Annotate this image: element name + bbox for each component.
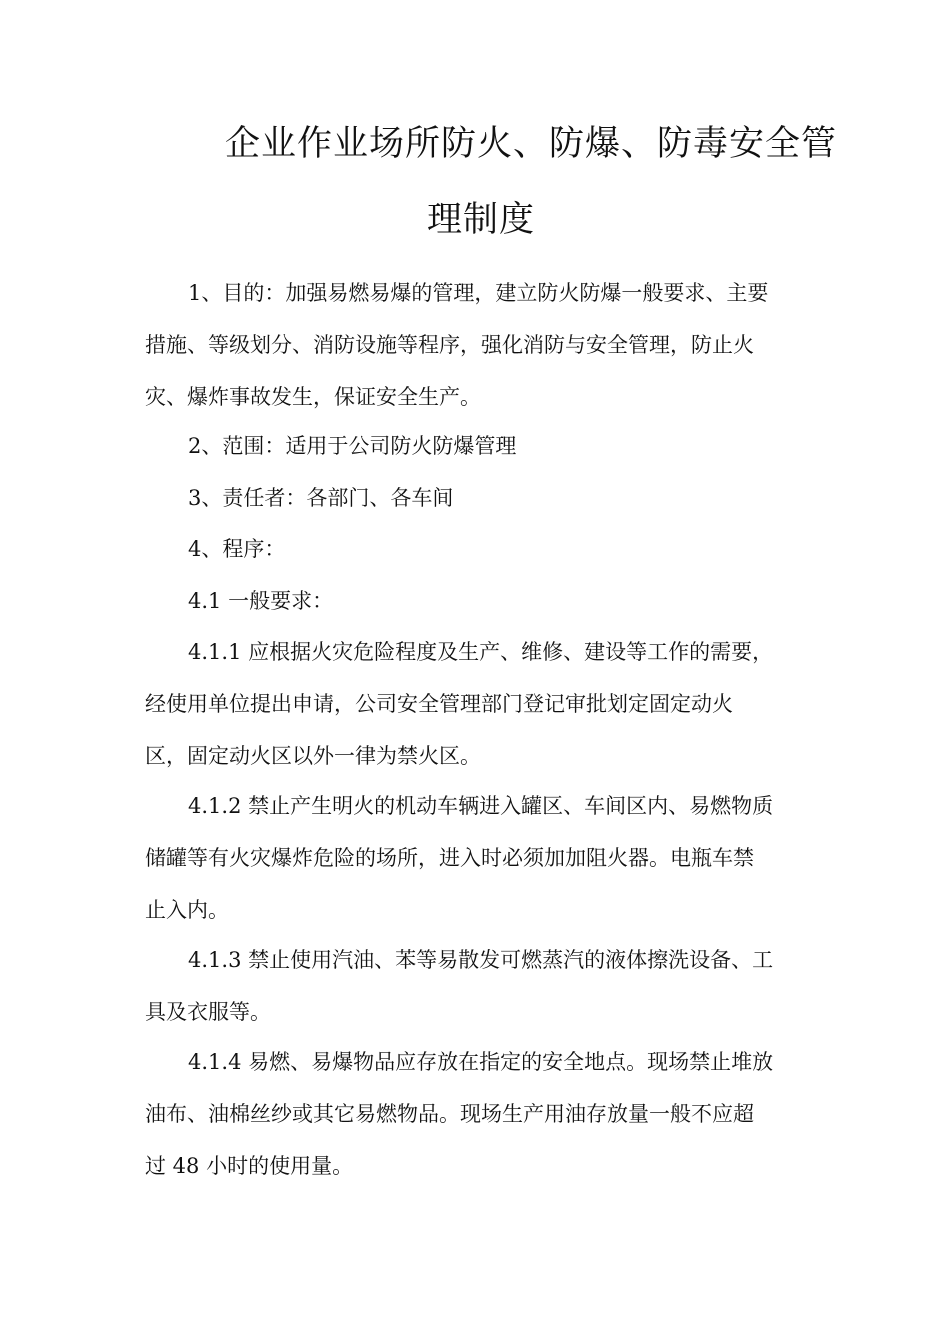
paragraph-line: 4、程序： [188,537,286,561]
paragraph-line: 1、目的：加强易燃易爆的管理，建立防火防爆一般要求、主要 [188,281,769,305]
paragraph-line: 止入内。 [145,898,229,922]
paragraph-purpose [145,267,805,423]
paragraph-line: 区，固定动火区以外一律为禁火区。 [145,744,481,768]
paragraph-line: 4.1.3 禁止使用汽油、苯等易散发可燃蒸汽的液体擦洗设备、工 [188,948,774,972]
paragraph-line: 4.1.4 易燃、易爆物品应存放在指定的安全地点。现场禁止堆放 [188,1050,774,1074]
paragraph-4-1-2 [145,780,805,936]
document-title-line-1: 企业作业场所防火、防爆、防毒安全管 [225,124,838,164]
document-title-line-2: 理制度 [427,200,536,240]
paragraph-line: 4.1.1 应根据火灾危险程度及生产、维修、建设等工作的需要， [188,640,774,664]
paragraph-line: 2、范围：适用于公司防火防爆管理 [188,434,517,458]
paragraph-line: 油布、油棉丝纱或其它易燃物品。现场生产用油存放量一般不应超 [145,1102,754,1126]
paragraph-line: 过 48 小时的使用量。 [145,1154,354,1178]
paragraph-4-1-1 [145,626,805,782]
paragraph-scope [145,420,805,472]
paragraph-line: 4.1.2 禁止产生明火的机动车辆进入罐区、车间区内、易燃物质 [188,794,774,818]
paragraph-line: 具及衣服等。 [145,1000,271,1024]
paragraph-line: 储罐等有火灾爆炸危险的场所，进入时必须加加阻火器。电瓶车禁 [145,846,754,870]
paragraph-line: 4.1 一般要求： [188,589,334,613]
paragraph-general-requirements [145,575,805,627]
paragraph-procedure [145,523,805,575]
paragraph-line: 灾、爆炸事故发生，保证安全生产。 [145,385,481,409]
paragraph-line: 经使用单位提出申请，公司安全管理部门登记审批划定固定动火 [145,692,733,716]
paragraph-responsible [145,472,805,524]
paragraph-4-1-4 [145,1036,805,1192]
paragraph-line: 措施、等级划分、消防设施等程序，强化消防与安全管理，防止火 [145,333,754,357]
paragraph-line: 3、责任者：各部门、各车间 [188,486,454,510]
paragraph-4-1-3 [145,934,805,1038]
